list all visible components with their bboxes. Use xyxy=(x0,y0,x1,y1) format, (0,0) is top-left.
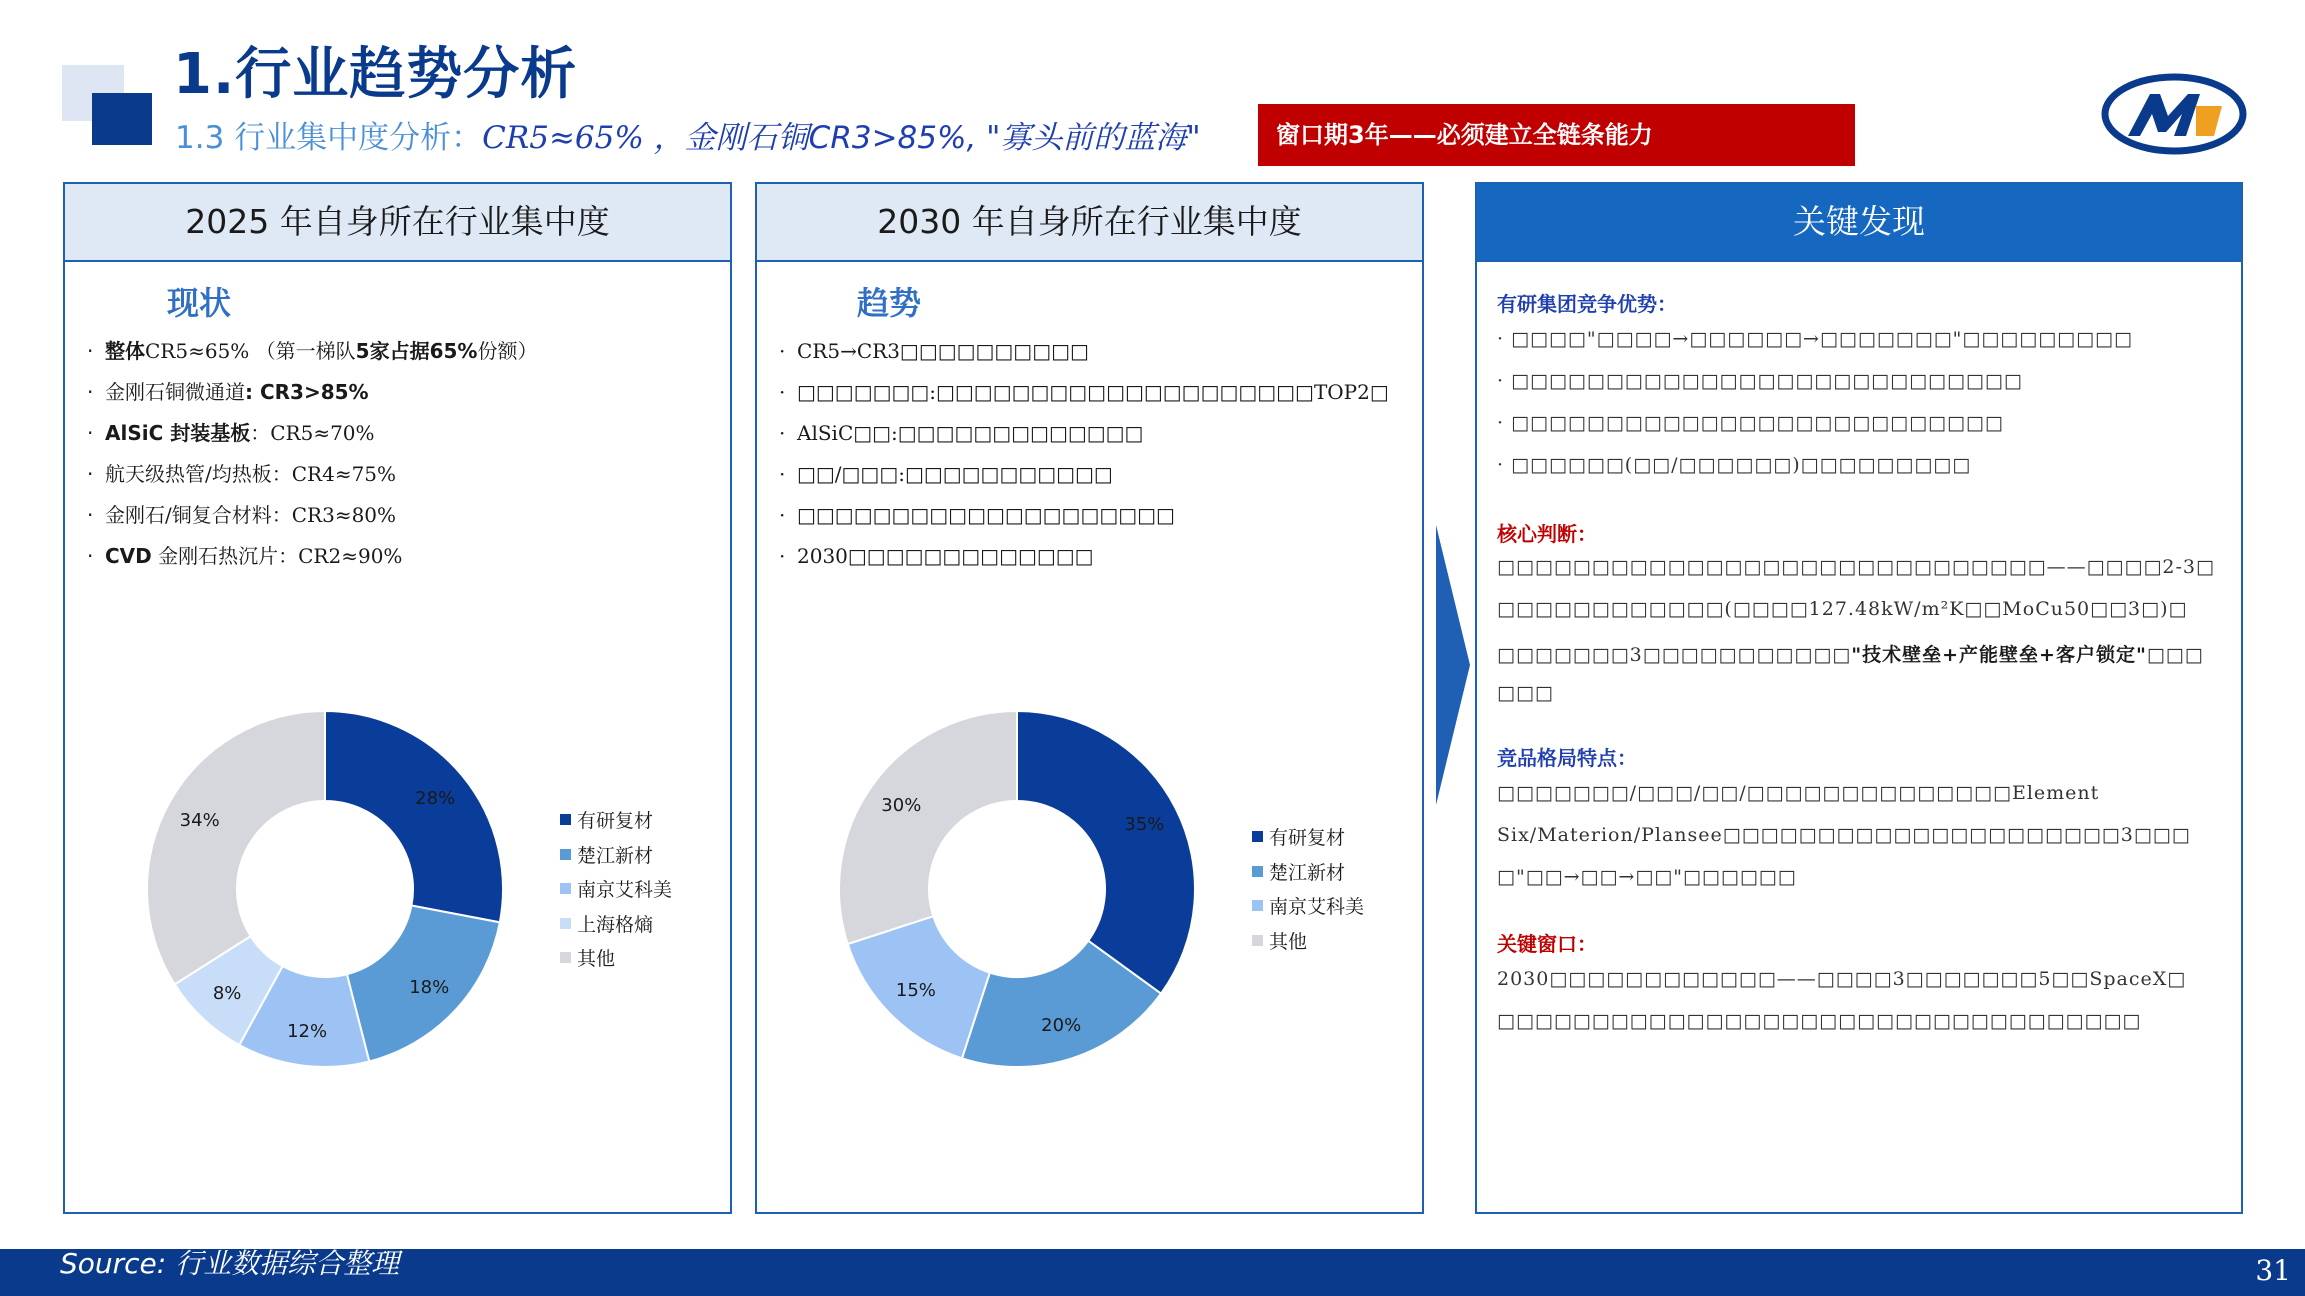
bullet-text: CR5→CR3□□□□□□□□□□ xyxy=(797,339,1089,363)
bullet-dot: · xyxy=(87,462,94,486)
panel-2030-bullets xyxy=(779,331,1389,577)
donut-chart-2030 xyxy=(832,704,1202,1074)
legend-swatch xyxy=(1252,831,1263,842)
legend-label: 南京艾科美 xyxy=(1269,896,1365,918)
donut-slice xyxy=(839,711,1017,944)
donut-data-label: 18% xyxy=(409,976,450,998)
bullet-dot: · xyxy=(779,544,786,568)
bullet-text: CR5≈65% （第一梯队 xyxy=(145,339,356,363)
legend-label: 上海格熵 xyxy=(577,913,654,936)
panel-2025-heading: 2025 年自身所在行业集中度 xyxy=(65,184,730,262)
donut-data-label: 20% xyxy=(1041,1015,1082,1037)
finding-bold: "技术壁垒+产能壁垒+客户锁定" xyxy=(1851,644,2147,666)
bullet-text: □□/□□□:□□□□□□□□□□□ xyxy=(797,462,1113,486)
bullet-text: 金刚石热沉片：CR2≈90% xyxy=(151,544,403,568)
advantage-title: 有研集团竞争优势： xyxy=(1497,292,1677,316)
bullet-text: 金刚石/铜复合材料：CR3≈80% xyxy=(105,503,397,527)
donut-data-label: 8% xyxy=(212,983,242,1005)
company-logo xyxy=(2100,70,2248,158)
bullet-dot: · xyxy=(87,339,94,363)
donut-data-label: 34% xyxy=(179,810,220,832)
bullet-item xyxy=(87,536,537,577)
subtitle-rest: 金刚石铜CR3>85%, "寡头前的蓝海" xyxy=(684,120,1201,156)
bullet-dot: · xyxy=(87,421,94,445)
window-banner: 窗口期3年——必须建立全链条能力 xyxy=(1258,104,1855,166)
donut-slice xyxy=(1017,711,1195,994)
legend-label: 南京艾科美 xyxy=(577,879,673,901)
bullet-dot: · xyxy=(779,421,786,445)
bullet-item xyxy=(87,495,537,536)
bullet-text: 2030□□□□□□□□□□□□□ xyxy=(797,544,1094,568)
panel-2030 xyxy=(755,182,1424,1214)
finding-line: · □□□□□□(□□/□□□□□□)□□□□□□□□□ xyxy=(1497,454,1972,476)
legend-label: 楚江新材 xyxy=(1269,861,1346,884)
donut-chart-2025 xyxy=(140,704,510,1074)
panel-2030-heading: 2030 年自身所在行业集中度 xyxy=(757,184,1422,262)
bullet-item xyxy=(779,372,1389,413)
page-subtitle xyxy=(175,112,1201,157)
panel-2030-section-title: 趋势 xyxy=(857,284,922,322)
legend-swatch xyxy=(1252,900,1263,911)
finding-text: □□□ xyxy=(2146,644,2204,666)
legend-item xyxy=(560,942,672,977)
bullet-text: 航天级热管/均热板：CR4≈75% xyxy=(105,462,397,486)
legend-item xyxy=(560,908,672,943)
chevron-right-icon xyxy=(1436,525,1470,805)
finding-line: □□□□□□□/□□□/□□/□□□□□□□□□□□□□□Element xyxy=(1497,782,2100,804)
bullet-text: □□□□□□□:□□□□□□□□□□□□□□□□□□□□TOP2□ xyxy=(797,380,1389,404)
legend-swatch xyxy=(560,952,571,963)
bullet-dot: · xyxy=(779,503,786,527)
legend-swatch xyxy=(560,849,571,860)
finding-line: Six/Materion/Plansee□□□□□□□□□□□□□□□□□□□□□3□□□ xyxy=(1497,824,2191,846)
legend-2030 xyxy=(1252,821,1364,959)
finding-line: · □□□□□□□□□□□□□□□□□□□□□□□□□□ xyxy=(1497,412,2004,434)
bullet-item xyxy=(779,454,1389,495)
findings-heading: 关键发现 xyxy=(1477,184,2241,262)
finding-text: □□□□□□□□□□□□(□□□□127.48kW/m²K□□MoCu50□□3□)□ xyxy=(1497,598,2188,620)
panel-2025-bullets xyxy=(87,331,537,577)
legend-label: 其他 xyxy=(1269,930,1308,953)
bullet-dot: · xyxy=(87,503,94,527)
landscape-title: 竞品格局特点： xyxy=(1497,746,1637,770)
bullet-text: 份额） xyxy=(477,339,538,363)
legend-item xyxy=(1252,821,1364,856)
finding-line: · □□□□"□□□□→□□□□□□→□□□□□□□"□□□□□□□□□ xyxy=(1497,328,2133,350)
donut-data-label: 30% xyxy=(881,794,922,816)
finding-line xyxy=(1497,598,2187,620)
legend-label: 有研复材 xyxy=(1269,827,1346,849)
panel-2025-section-title: 现状 xyxy=(167,284,232,322)
legend-label: 有研复材 xyxy=(577,810,654,832)
bullet-dot: · xyxy=(779,462,786,486)
donut-data-label: 28% xyxy=(415,787,456,809)
header-decoration-dark xyxy=(92,93,152,145)
bullet-text: AlSiC□□:□□□□□□□□□□□□□ xyxy=(797,421,1144,445)
panel-findings xyxy=(1475,182,2243,1214)
page-title: 1.行业趋势分析 xyxy=(173,42,578,107)
legend-item xyxy=(1252,925,1364,960)
finding-text: □□□ xyxy=(1497,682,1554,704)
bullet-dot: · xyxy=(779,380,786,404)
legend-swatch xyxy=(560,918,571,929)
legend-item xyxy=(560,873,672,908)
bullet-bold: : CR3>85% xyxy=(245,380,369,404)
judgment-title: 核心判断： xyxy=(1497,522,1597,546)
bullet-item xyxy=(87,454,537,495)
bullet-bold: AlSiC 封装基板 xyxy=(105,421,251,445)
legend-label: 楚江新材 xyxy=(577,844,654,867)
bullet-item xyxy=(779,331,1389,372)
legend-item xyxy=(1252,890,1364,925)
bullet-item xyxy=(87,413,537,454)
bullet-bold: CVD xyxy=(105,544,152,568)
legend-swatch xyxy=(1252,935,1263,946)
finding-text: □□□□□□□□□□□□□□□□□□□□□□□□□□□□□——□□□□2-3□ xyxy=(1497,556,2215,578)
bullet-item xyxy=(779,413,1389,454)
finding-line: □"□□→□□→□□"□□□□□□ xyxy=(1497,866,1797,888)
legend-swatch xyxy=(1252,866,1263,877)
bullet-item xyxy=(779,536,1389,577)
donut-slice xyxy=(325,711,503,922)
bullet-text: □□□□□□□□□□□□□□□□□□□□ xyxy=(797,503,1175,527)
source-note: Source: 行业数据综合整理 xyxy=(60,1247,400,1280)
donut-data-label: 35% xyxy=(1124,814,1165,836)
finding-line: □□□□□□□□□□□□□□□□□□□□□□□□□□□□□□□□□□ xyxy=(1497,1010,2142,1032)
bullet-text: ：CR5≈70% xyxy=(250,421,375,445)
finding-line: 2030□□□□□□□□□□□□——□□□□3□□□□□□□5□□SpaceX□ xyxy=(1497,968,2187,990)
subtitle-cr5: CR5≈65% ， xyxy=(482,120,685,156)
donut-data-label: 12% xyxy=(287,1020,328,1042)
legend-item xyxy=(560,804,672,839)
bullet-item xyxy=(87,372,537,413)
finding-line: · □□□□□□□□□□□□□□□□□□□□□□□□□□□ xyxy=(1497,370,2023,392)
finding-text: □□□□□□□3□□□□□□□□□□□ xyxy=(1497,644,1852,666)
subtitle-prefix: 1.3 行业集中度分析： xyxy=(175,120,483,156)
bullet-dot: · xyxy=(779,339,786,363)
bullet-item xyxy=(779,495,1389,536)
donut-data-label: 15% xyxy=(895,980,936,1002)
window-title: 关键窗口： xyxy=(1497,932,1597,956)
bullet-item xyxy=(87,331,537,372)
legend-swatch xyxy=(560,883,571,894)
finding-line xyxy=(1497,640,2204,667)
finding-line xyxy=(1497,682,1554,704)
legend-2025 xyxy=(560,804,672,977)
page-number: 31 xyxy=(2255,1254,2291,1287)
finding-line xyxy=(1497,556,2215,578)
bullet-dot: · xyxy=(87,544,94,568)
bullet-bold: 5家占据65% xyxy=(355,339,478,363)
legend-swatch xyxy=(560,814,571,825)
bullet-text: 金刚石铜微通道 xyxy=(105,380,245,404)
donut-slice xyxy=(147,711,325,984)
legend-label: 其他 xyxy=(577,948,616,970)
legend-item xyxy=(1252,856,1364,891)
bullet-bold: 整体 xyxy=(105,339,145,363)
legend-item xyxy=(560,839,672,874)
bullet-dot: · xyxy=(87,380,94,404)
panel-2025 xyxy=(63,182,732,1214)
